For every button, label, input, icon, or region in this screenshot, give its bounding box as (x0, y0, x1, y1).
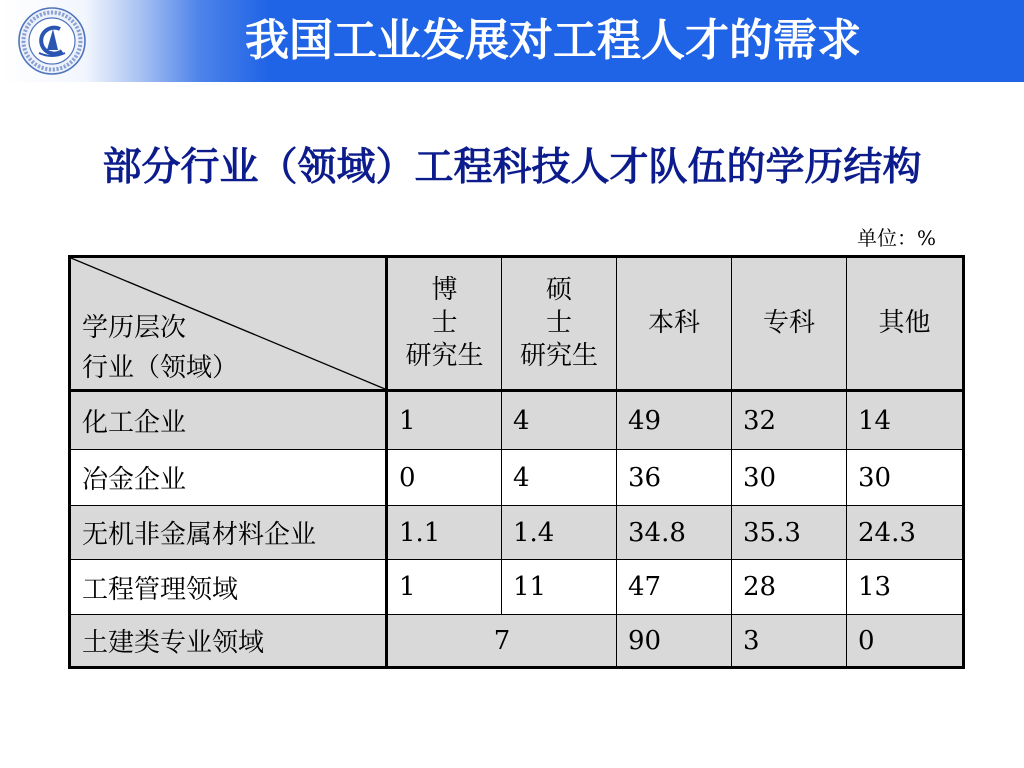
associate-value-cell: 3 (732, 615, 847, 668)
phd-value-cell: 1 (387, 560, 502, 615)
phd-value-cell: 0 (387, 450, 502, 506)
column-header-other (847, 257, 964, 391)
corner-header-cell (70, 257, 387, 391)
table-row (70, 560, 964, 615)
master-value-cell: 4 (502, 391, 617, 450)
industry-cell: 无机非金属材料企业 (70, 506, 387, 560)
table-row (70, 391, 964, 450)
unit-label: 单位：% (856, 226, 936, 250)
column-header-line: 专科 (762, 308, 815, 338)
bachelor-value-cell: 47 (617, 560, 732, 615)
column-header-line: 研究生 (405, 341, 484, 371)
column-header-line: 博 (431, 275, 458, 305)
associate-value-cell: 30 (732, 450, 847, 506)
education-structure-table (68, 255, 965, 669)
column-header-associate (732, 257, 847, 391)
column-header-line: 其他 (878, 308, 931, 338)
industry-cell: 工程管理领域 (70, 560, 387, 615)
bachelor-value-cell: 34.8 (617, 506, 732, 560)
column-header-line: 本科 (647, 308, 700, 338)
column-header-line: 研究生 (519, 341, 598, 371)
slide-title: 我国工业发展对工程人才的需求 (245, 15, 861, 66)
university-emblem-icon (17, 6, 87, 76)
column-header-line: 硕 (545, 275, 572, 305)
table-row (70, 450, 964, 506)
table-caption: 部分行业（领域）工程科技人才队伍的学历结构 (102, 145, 922, 190)
column-header-master (502, 257, 617, 391)
associate-value-cell: 32 (732, 391, 847, 450)
corner-box (71, 258, 385, 389)
column-header-line: 士 (545, 308, 572, 338)
industry-cell: 土建类专业领域 (70, 615, 387, 668)
table-row (70, 506, 964, 560)
column-header-bachelor (617, 257, 732, 391)
other-value-cell: 24.3 (847, 506, 964, 560)
master-value-cell: 4 (502, 450, 617, 506)
column-header-line: 士 (431, 308, 458, 338)
associate-value-cell: 35.3 (732, 506, 847, 560)
corner-label-industry: 行业（领域） (82, 353, 239, 383)
header-band (0, 0, 1024, 82)
phd-value-cell: 1.1 (387, 506, 502, 560)
master-value-cell: 1.4 (502, 506, 617, 560)
associate-value-cell: 28 (732, 560, 847, 615)
master-value-cell: 11 (502, 560, 617, 615)
industry-cell: 冶金企业 (70, 450, 387, 506)
column-header-phd (387, 257, 502, 391)
phd-value-cell: 1 (387, 391, 502, 450)
table-header-row (70, 257, 964, 391)
other-value-cell: 14 (847, 391, 964, 450)
other-value-cell: 0 (847, 615, 964, 668)
bachelor-value-cell: 36 (617, 450, 732, 506)
other-value-cell: 30 (847, 450, 964, 506)
bachelor-value-cell: 90 (617, 615, 732, 668)
phd-and-master-value-cell: 7 (387, 615, 617, 668)
industry-cell: 化工企业 (70, 391, 387, 450)
other-value-cell: 13 (847, 560, 964, 615)
corner-label-education: 学历层次 (82, 313, 187, 343)
bachelor-value-cell: 49 (617, 391, 732, 450)
table-row (70, 615, 964, 668)
